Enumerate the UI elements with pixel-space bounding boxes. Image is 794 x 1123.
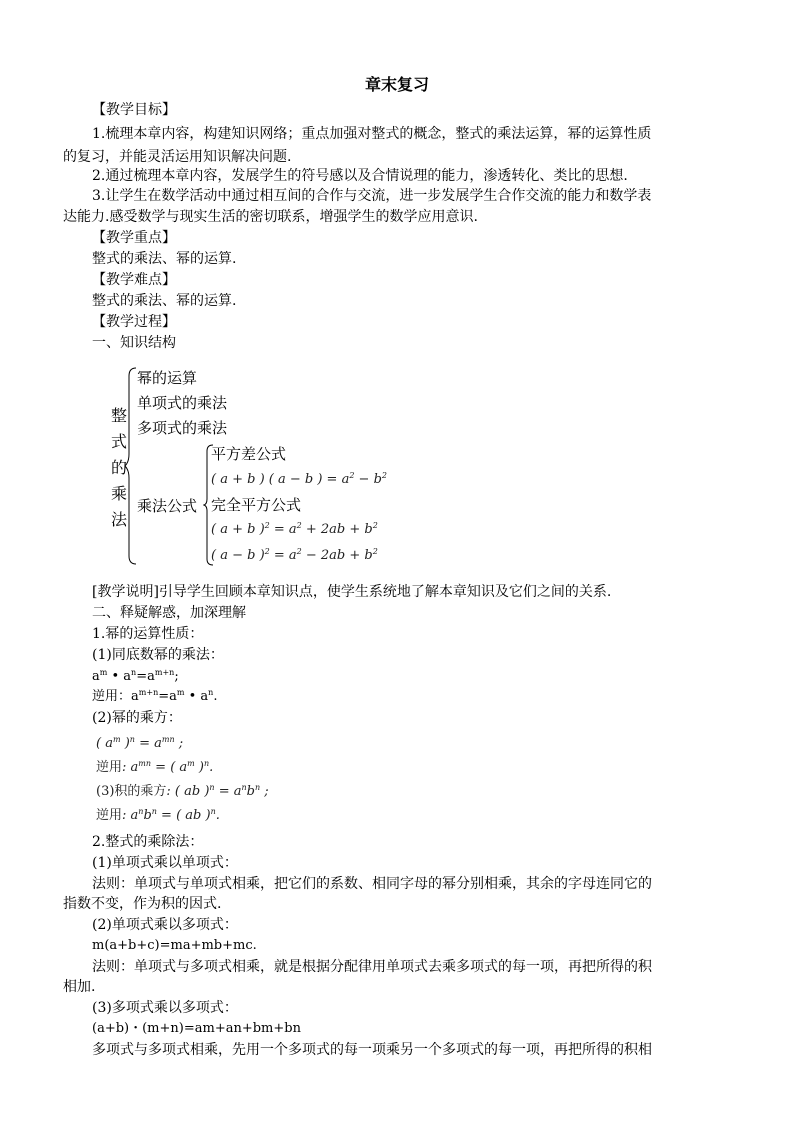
mono-poly-title: (2)单项式乘以多项式： [92, 917, 238, 933]
mono-poly-rule-line-1: 法则：单项式与多项式相乘，就是根据分配律用单项式去乘多项式的每一项，再把所得的积 [92, 959, 652, 975]
process-heading: 【教学过程】 [92, 314, 176, 330]
branch-power-operations: 幂的运算 [137, 369, 198, 387]
same-base-formula: $a^m$ • $a^n=a^{m+n}$; [92, 668, 179, 684]
power-properties-title: 1.幂的运算性质： [92, 626, 204, 642]
goal-line-1: 1.梳理本章内容，构建知识网络；重点加强对整式的概念，整式的乘法运算，幂的运算性质 [92, 126, 652, 142]
formula-item-perfect-square: 完全平方公式 [211, 496, 302, 514]
outer-brace [124, 366, 138, 566]
part2-heading: 二、释疑解惑，加深理解 [92, 605, 246, 621]
difficult-text: 整式的乘法、幂的运算. [92, 293, 237, 309]
formula-item-difference-of-squares: 平方差公式 [211, 445, 287, 463]
mono-mono-rule-line-1: 法则：单项式与单项式相乘，把它们的系数、相同字母的幂分别相乘，其余的字母连同它的 [92, 876, 652, 892]
goal-heading: 【教学目标】 [92, 102, 176, 118]
mono-poly-rule-line-2: 相加. [63, 979, 96, 995]
branch-monomial-multiplication: 单项式的乘法 [137, 394, 228, 412]
difficult-heading: 【教学难点】 [92, 272, 176, 288]
power-of-power-reverse: 逆用: $a^{mn}$ = ( $a^m$ )$^n$. [96, 759, 214, 775]
product-power-formula: (3)积的乘方: ( ab )$^n = a^nb^n$ ; [96, 783, 269, 799]
formula-difference-of-squares-expr: ( a + b ) ( a − b ) = $a^2 - b^2$ [211, 471, 387, 487]
poly-poly-formula: (a+b)・(m+n)=am+an+bm+bn [92, 1021, 301, 1036]
polynomial-mult-title: 2.整式的乘除法： [92, 834, 204, 850]
page-title: 章末复习 [364, 75, 429, 94]
root-char-3: 的 [111, 458, 128, 477]
power-of-power-formula: ( $a^m$ )$^n = a^{mn}$ ; [96, 735, 184, 751]
product-power-label: (3)积的乘方 [96, 784, 167, 799]
goal-line-3: 2.通过梳理本章内容，发展学生的符号感以及合情说理的能力，渗透转化、类比的思想. [92, 168, 628, 184]
teaching-note: [教学说明]引导学生回顾本章知识点，使学生系统地了解本章知识及它们之间的关系. [92, 584, 612, 600]
root-char-1: 整 [111, 406, 128, 425]
poly-poly-rule-line-1: 多项式与多项式相乘，先用一个多项式的每一项乘另一个多项式的每一项，再把所得的积相 [92, 1042, 652, 1058]
mono-mono-title: (1)单项式乘以单项式： [92, 855, 238, 871]
power-of-power-title: (2)幂的乘方： [92, 710, 182, 726]
reverse-label: 逆用： [92, 689, 132, 704]
goal-line-5: 达能力.感受数学与现实生活的密切联系，增强学生的数学应用意识. [63, 209, 478, 225]
key-heading: 【教学重点】 [92, 230, 176, 246]
root-char-2: 式 [111, 432, 128, 451]
structure-heading: 一、知识结构 [92, 335, 176, 351]
formula-perfect-square-minus-expr: ( a − b )$^2 = a^2 - 2ab + b^2$ [211, 547, 378, 563]
branch-multiplication-formulas: 乘法公式 [137, 497, 198, 515]
reverse-label-3: 逆用 [96, 808, 123, 823]
mono-poly-formula: m(a+b+c)=ma+mb+mc. [92, 938, 257, 953]
same-base-multiplication-title: (1)同底数幂的乘法： [92, 647, 224, 663]
root-char-4: 乘 [111, 484, 128, 503]
poly-poly-title: (3)多项式乘以多项式： [92, 1000, 238, 1016]
root-char-5: 法 [111, 510, 128, 529]
key-text: 整式的乘法、幂的运算. [92, 251, 237, 267]
product-power-reverse: 逆用: $a^nb^n$ = ( ab )$^n$. [96, 807, 220, 823]
reverse-label-2: 逆用 [96, 760, 123, 775]
mono-mono-rule-line-2: 指数不变，作为积的因式. [63, 896, 222, 912]
goal-line-2: 的复习，并能灵活运用知识解决问题. [63, 149, 292, 165]
same-base-reverse: 逆用：$a^{m+n}=a^m$ • $a^n$. [92, 688, 218, 704]
goal-line-4: 3.让学生在数学活动中通过相互间的合作与交流，进一步发展学生合作交流的能力和数学表 [92, 188, 652, 204]
branch-polynomial-multiplication: 多项式的乘法 [137, 419, 228, 437]
formula-perfect-square-plus-expr: ( a + b )$^2 = a^2 + 2ab + b^2$ [211, 521, 378, 537]
